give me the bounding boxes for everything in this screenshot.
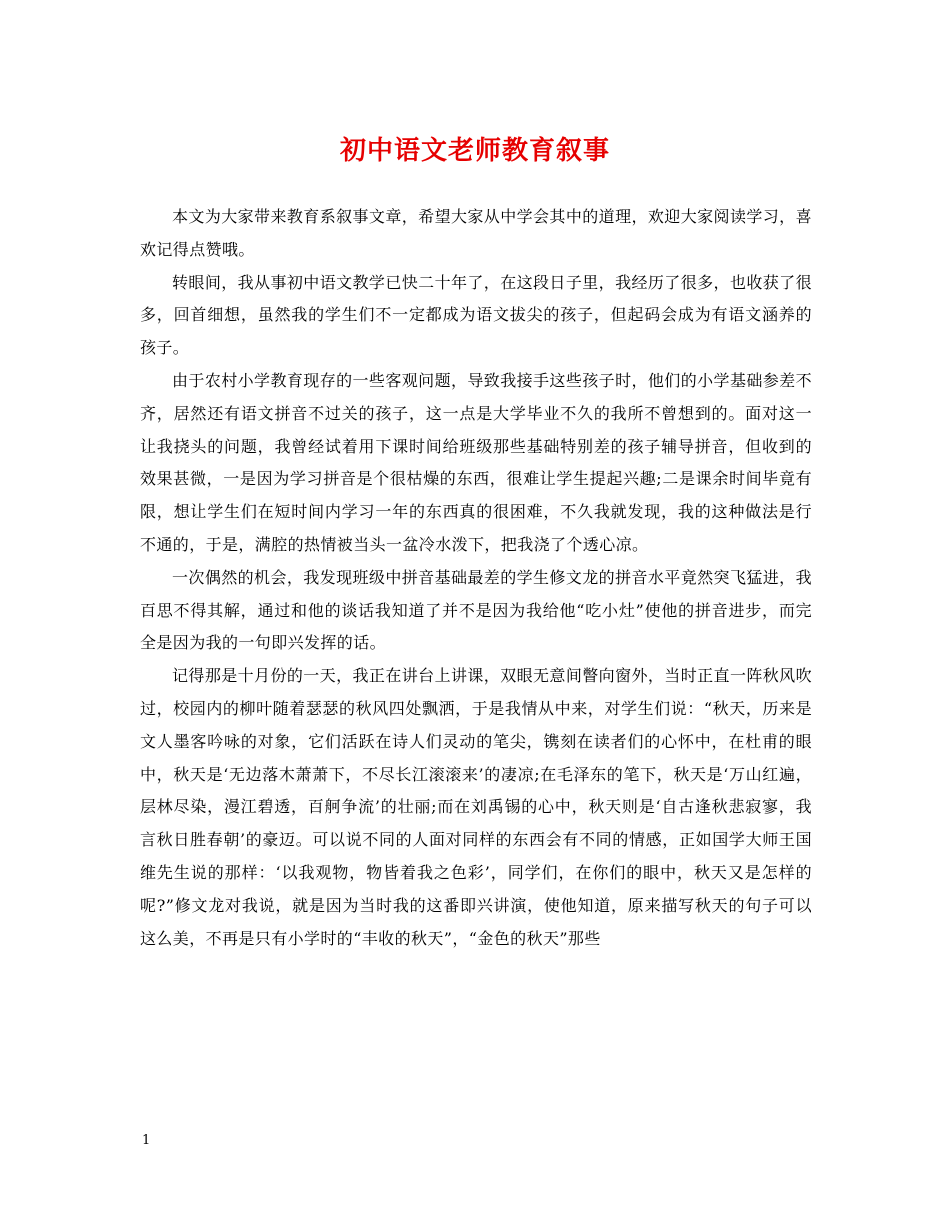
document-title: 初中语文老师教育叙事 xyxy=(339,136,610,166)
paragraph-2: 转眼间，我从事初中语文教学已快二十年了，在这段日子里，我经历了很多，也收获了很多，回首细想，虽然我的学生们不一定都成为语文拔尖的孩子，但起码会成为有语文涵养的孩子。 xyxy=(140,272,812,358)
paragraph-intro: 本文为大家带来教育系叙事文章，希望大家从中学会其中的道理，欢迎大家阅读学习，喜欢记得点赞哦。 xyxy=(140,207,812,259)
document-body xyxy=(140,201,812,955)
paragraph-4: 一次偶然的机会，我发现班级中拼音基础最差的学生修文龙的拼音水平竟然突飞猛进，我百思不得其解，通过和他的谈话我知道了并不是因为我给他“吃小灶”使他的拼音进步，而完全是因为我的一句即兴发挥的话。 xyxy=(140,567,812,653)
page-number: 1 xyxy=(142,1133,151,1148)
paragraph-5: 记得那是十月份的一天，我正在讲台上讲课，双眼无意间瞥向窗外，当时正直一阵秋风吹过，校园内的柳叶随着瑟瑟的秋风四处飘洒，于是我情从中来，对学生们说：“秋天，历来是文人墨客吟咏的对象，它们活跃在诗人们灵动的笔尖，镌刻在读者们的心怀中，在杜甫的眼中，秋天是‘无边落木萧萧下，不尽长江滚滚来’的凄凉;在毛泽东的笔下，秋天是‘万山红遍，层林尽染，漫江碧透，百舸争流’的壮丽;而在刘禹锡的心中，秋天则是‘自古逢秋悲寂寥，我言秋日胜春朝’的豪迈。可以说不同的人面对同样的东西会有不同的情感，正如国学大师王国维先生说的那样：‘以我观物，物皆着我之色彩’，同学们，在你们的眼中，秋天又是怎样的呢?”修文龙对我说，就是因为当时我的这番即兴讲演，使他知道，原来描写秋天的句子可以这么美，不再是只有小学时的“丰收的秋天”，“金色的秋天”那些 xyxy=(140,666,812,948)
paragraph-3: 由于农村小学教育现存的一些客观问题，导致我接手这些孩子时，他们的小学基础参差不齐，居然还有语文拼音不过关的孩子，这一点是大学毕业不久的我所不曾想到的。面对这一让我挠头的问题，我曾经试着用下课时间给班级那些基础特别差的孩子辅导拼音，但收到的效果甚微，一是因为学习拼音是个很枯燥的东西，很难让学生提起兴趣;二是课余时间毕竟有限，想让学生们在短时间内学习一年的东西真的很困难，不久我就发现，我的这种做法是行不通的，于是，满腔的热情被当头一盆冷水泼下，把我浇了个透心凉。 xyxy=(140,370,812,554)
